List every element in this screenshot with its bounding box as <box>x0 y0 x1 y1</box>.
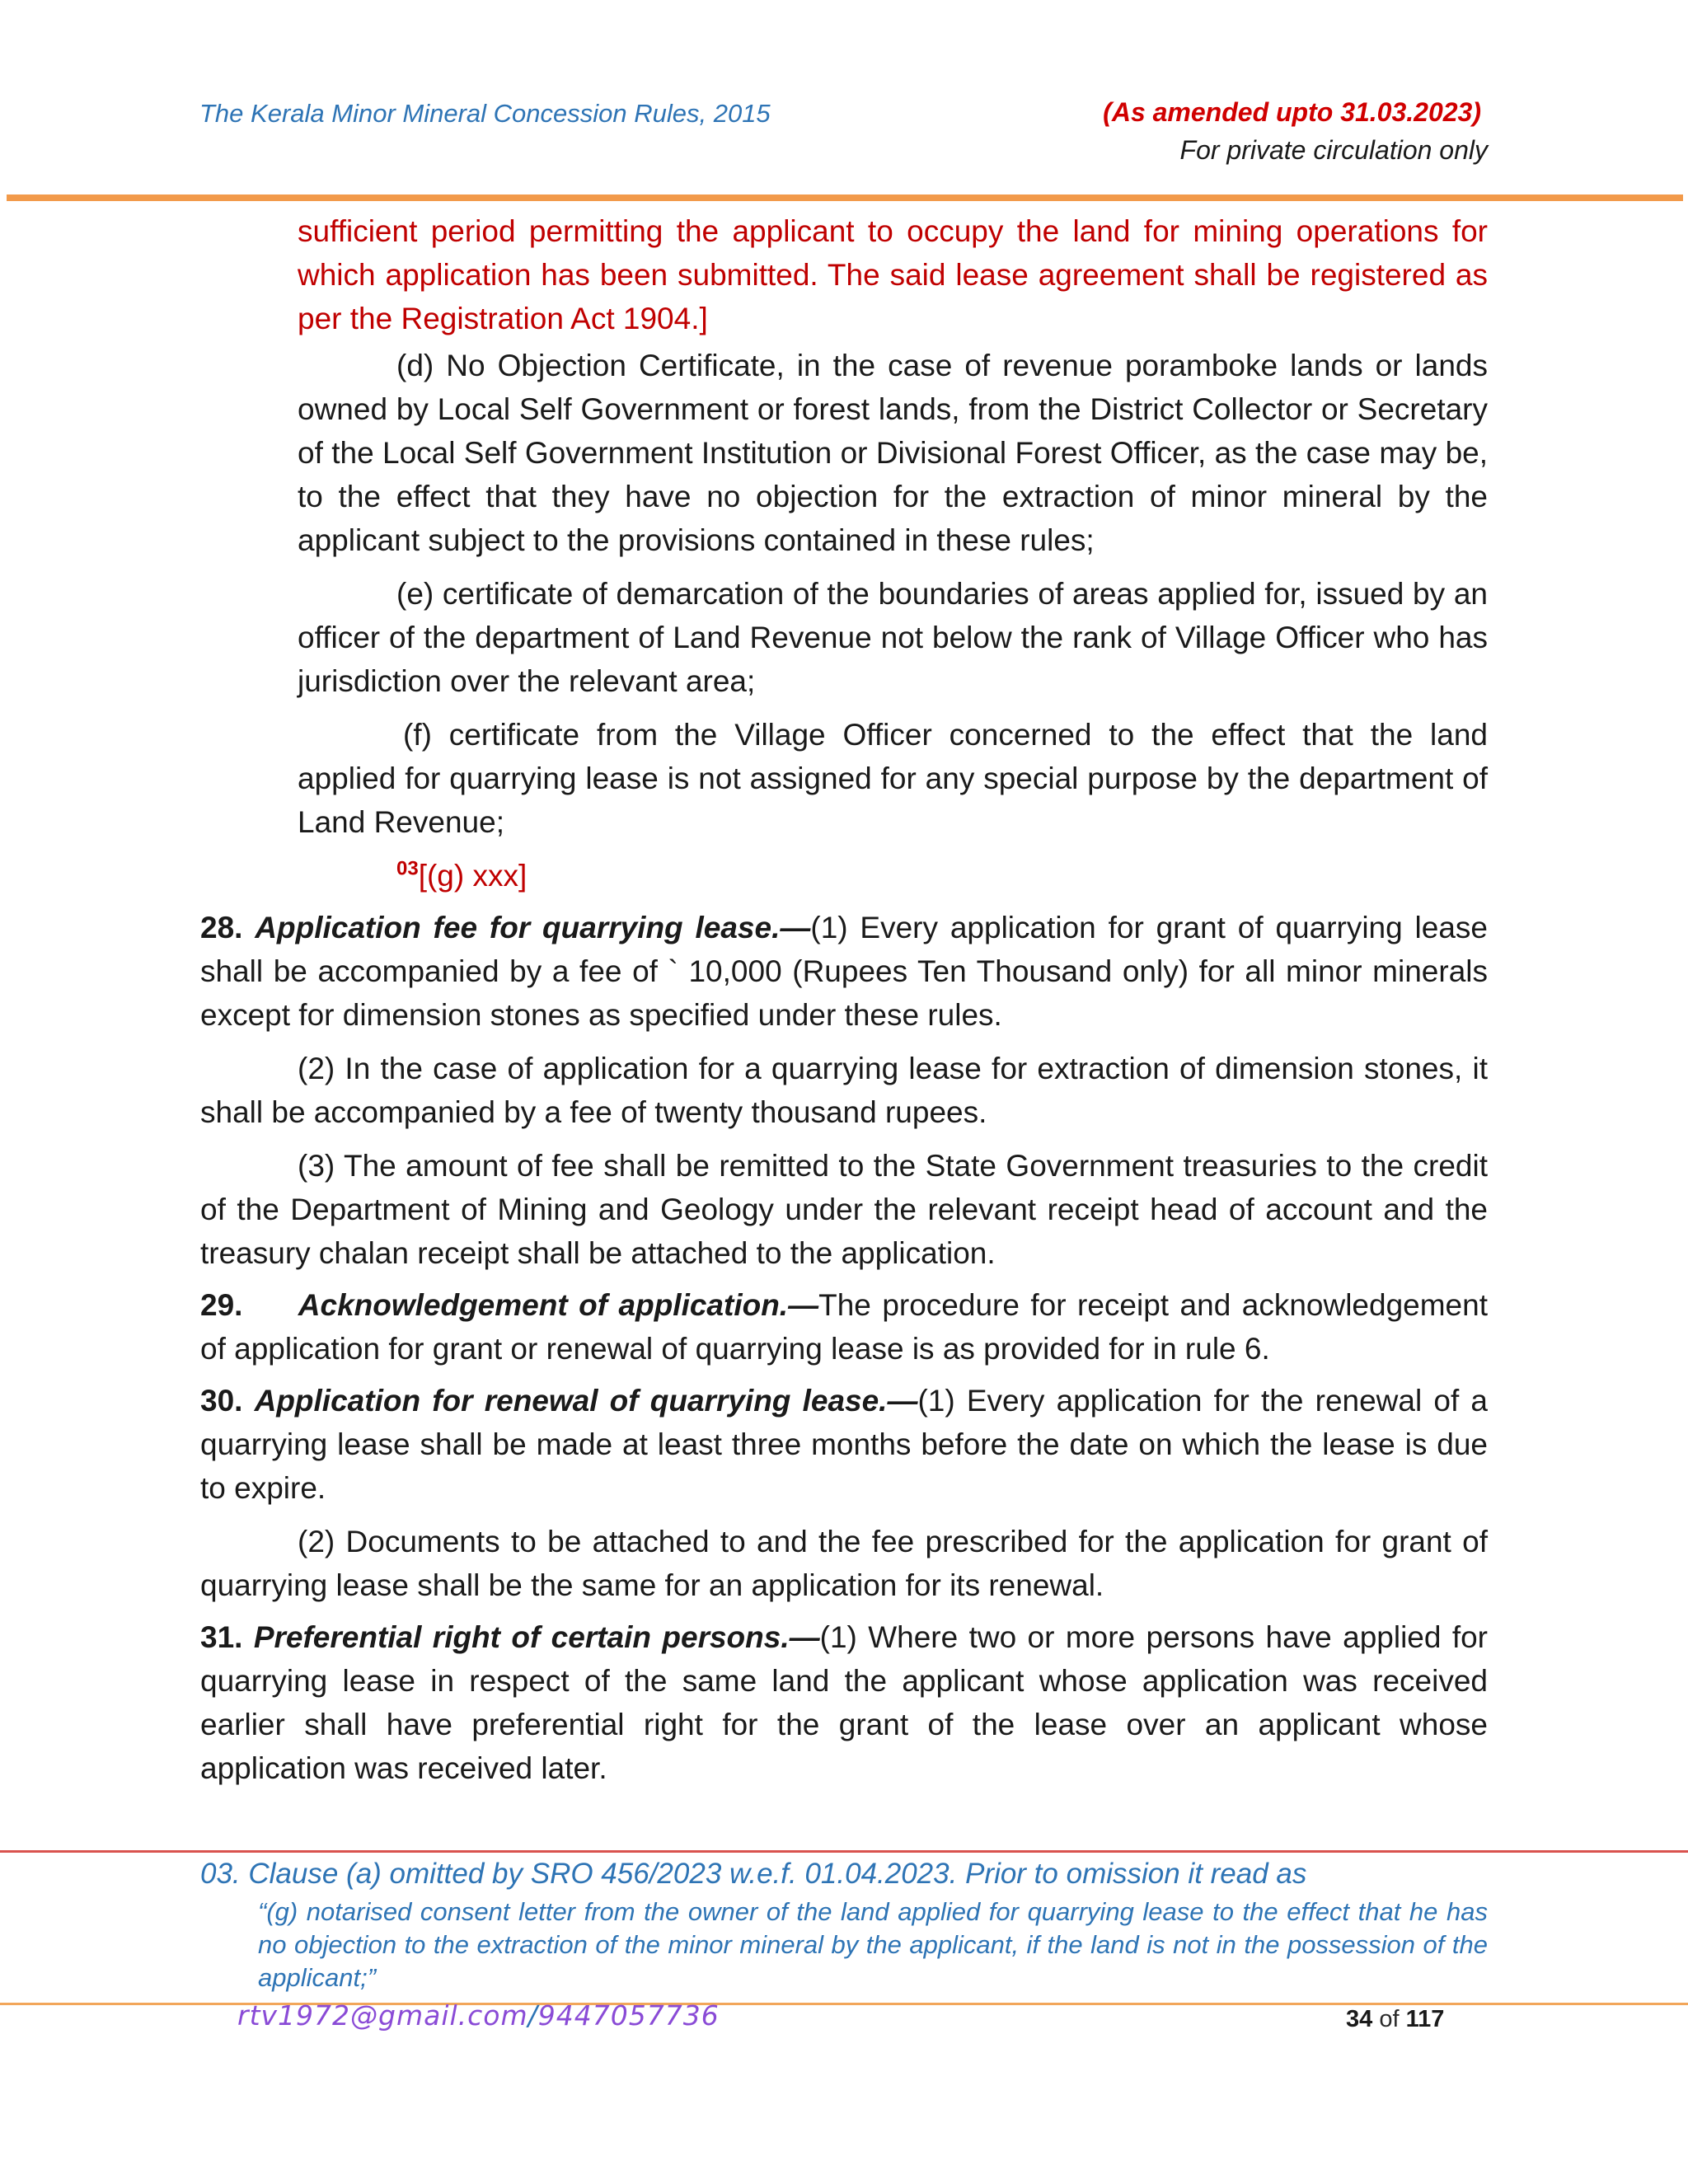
page-of: of <box>1372 2006 1406 2032</box>
header-divider <box>7 194 1683 201</box>
rule-30-sub-1: (1) Every application for the renewal of a quarrying lease shall be made at least three months before the date on which the lease is due to expire. <box>200 1384 1488 1505</box>
footnote-quote: “(g) notarised consent letter from the owner of the land applied for quarrying lease to the effect that he has no objection to the extraction of the minor mineral by the applicant, if the land is not in the possession of the applicant;” <box>258 1897 1488 1992</box>
rule-28 <box>200 906 1488 1037</box>
rule-29-number: 29. <box>200 1288 243 1322</box>
clause-e: (e) certificate of demarcation of the boundaries of areas applied for, issued by an officer of the department of Land Revenue not below the rank of Village Officer who has jurisdiction over the relevant area; <box>298 577 1488 698</box>
rule-30-sub-2: (2) Documents to be attached to and the fee prescribed for the application for grant of quarrying lease shall be the same for an application for its renewal. <box>200 1525 1488 1602</box>
contact-email: rtv1972@gmail.com <box>237 1999 528 2032</box>
amended-continuation: sufficient period permitting the applicant to occupy the land for mining operations for which application has been submitted. The said lease agreement shall be registered as per the Registration Act 1904.] <box>298 214 1488 335</box>
rule-28-number: 28. <box>200 911 243 944</box>
page-current: 34 <box>1346 2006 1373 2032</box>
rule-28-sub-2: (2) In the case of application for a quarrying lease for extraction of dimension stones, it shall be accompanied by a fee of twenty thousand rupees. <box>200 1052 1488 1129</box>
rule-29-heading: Acknowledgement of application.— <box>298 1288 819 1322</box>
rule-28-heading: Application fee for quarrying lease.— <box>255 911 811 944</box>
footer-contact <box>237 1999 720 2032</box>
header-title: The Kerala Minor Mineral Concession Rules, 2015 <box>199 99 771 128</box>
header-circulation-note: For private circulation only <box>1179 135 1488 165</box>
clause-g <box>200 854 1488 898</box>
contact-phone: 9447057736 <box>537 1999 720 2032</box>
footnote-ref: 03 <box>396 857 419 880</box>
rule-31-heading: Preferential right of certain persons.— <box>253 1620 820 1654</box>
rule-30-number: 30. <box>200 1384 243 1418</box>
header-amended-note: (As amended upto 31.03.2023) <box>1103 97 1481 127</box>
clause-g-text: [(g) xxx] <box>418 859 528 893</box>
clause-d: (d) No Objection Certificate, in the case of revenue poramboke lands or lands owned by Local Self Government or forest lands, from the District Collector or Secretary of the Local Self Government Institution or Divisional Forest Officer, as the case may be, to the effect that they have no objection for the extraction of minor mineral by the applicant subject to the provisions contained in these rules; <box>298 349 1488 557</box>
rule-28-sub-1: (1) Every application for grant of quarrying lease shall be accompanied by a fee of ` 10,000 (Rupees Ten Thousand only) for all minor minerals except for dimension stones as specified under these rules. <box>200 911 1488 1032</box>
rule-29 <box>200 1283 1488 1371</box>
rule-30-heading: Application for renewal of quarrying lease.— <box>254 1384 918 1418</box>
rule-31-sub-1: (1) Where two or more persons have applied for quarrying lease in respect of the same land the applicant whose application was received earlier shall have preferential right for the grant of the lease over an applicant whose application was received later. <box>200 1620 1489 1785</box>
rule-29-text: The procedure for receipt and acknowledgement of application for grant or renewal of quarrying lease is as provided for in rule 6. <box>200 1288 1488 1366</box>
footnote-divider <box>0 1850 1688 1853</box>
rule-31-number: 31. <box>200 1620 243 1654</box>
rule-30 <box>200 1379 1488 1510</box>
footnote-main: 03. Clause (a) omitted by SRO 456/2023 w.e.f. 01.04.2023. Prior to omission it read as <box>200 1858 1307 1890</box>
rule-31 <box>200 1615 1488 1790</box>
contact-separator: / <box>528 1999 538 2032</box>
clause-f: (f) certificate from the Village Officer concerned to the effect that the land applied for quarrying lease is not assigned for any special purpose by the department of Land Revenue; <box>298 718 1488 839</box>
page-number <box>1346 2006 1444 2033</box>
document-body <box>200 209 1488 1790</box>
rule-28-sub-3: (3) The amount of fee shall be remitted to the State Government treasuries to the credit of the Department of Mining and Geology under the relevant receipt head of account and the treasury chalan receipt shall be attached to the application. <box>200 1149 1488 1270</box>
page-total: 117 <box>1405 2006 1445 2032</box>
